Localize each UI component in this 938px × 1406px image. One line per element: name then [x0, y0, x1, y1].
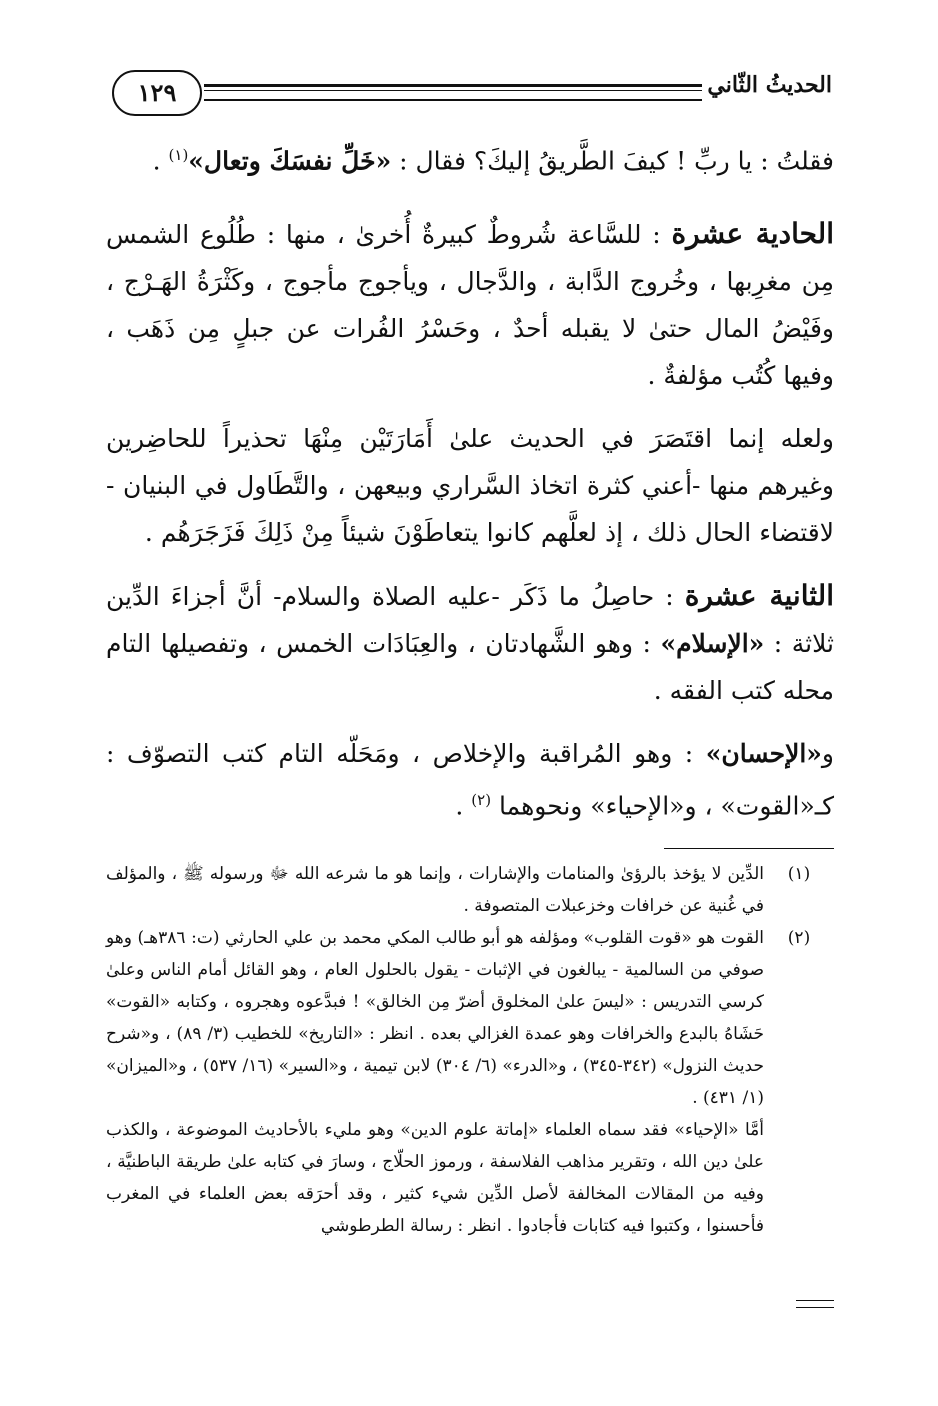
header-rule — [204, 84, 702, 101]
footnote-body: الدِّين لا يؤخذ بالرؤىٰ والمنامات والإشارات ، وإنما هو ما شرعه الله ﷻ ورسوله ﷺ ، والمؤلف في غُنية عن خرافات وخزعبلات المتصوفة . — [106, 864, 764, 916]
section-keyword: الحادية عشرة — [671, 217, 834, 251]
footnote-body: القوت هو «قوت القلوب» ومؤلفه هو أبو طالب المكي محمد بن علي الحارثي (ت: ٣٨٦هـ) وهو صوفي من السالمية - يبالغون في الإثبات - يقول بالحلول العام ، وهو القائل أمام الناس وعلىٰ كرسي التدريس : «ليسَ علىٰ المخلوق أضرّ مِن الخالق» ! فبدَّعوه وهجروه ، وكتابه «القوت» حَشَاهُ بالبدع والخرافات وهو عمدة الغزالي بعده . انظر : «التاريخ» للخطيب (٣/ ٨٩) ، و«شرح حديث النزول» (٣٤٢-٣٤٥) ، و«الدرء» (٦/ ٣٠٤) لابن تيمية ، و«السير» (١٦/ ٥٣٧) ، و«الميزان» (١/ ٤٣١) . أمَّا «الإحياء» فقد سماه العلماء «إماتة علوم الدين» وهو مليء بالأحاديث الموضوعة ، والكذب علىٰ دين الله ، وتقرير مذاهب الفلاسفة ، ورموز الحلّاج ، وسارَ في كتابه علىٰ طريقة الباطنيَّة ، وفيه من المقالات المخالفة لأصل الدِّين شيء كثير ، وقد أحرَقه بعض العلماء في المغرب فأحسنوا ، وكتبوا فيه كتابات فأجادوا . انظر : رسالة الطرطوشي — [106, 928, 764, 1236]
continuation-mark — [796, 1300, 834, 1308]
section-keyword: الثانية عشرة — [684, 579, 834, 613]
paragraph-2: الحادية عشرة : للسَّاعة شُروطٌ كبيرةٌ أُخرىٰ ، منها : طُلُوع الشمس مِن مغرِبها ، وخُروج الدَّابة ، والدَّجال ، ويأجوج مأجوج ، وكَثْرَةُ الهَـرْج ، وفَيْضُ المال حتىٰ لا يقبله أحدٌ ، وحَسْرُ الفُرات عن جبلٍ مِن ذَهَب ، وفيها كُتُب مؤلفةٌ . — [106, 217, 834, 391]
footnote-number: (١) — [787, 864, 811, 884]
footnote-number: (٢) — [787, 928, 811, 948]
footnote-2 — [106, 922, 834, 1242]
page-number: ١٢٩ — [112, 70, 202, 116]
page-header — [112, 68, 832, 120]
quote: «الإسلام» — [660, 629, 765, 659]
footnote-divider — [664, 848, 834, 849]
footnote-ref: (١) — [168, 146, 189, 164]
running-title: الحديثُ الثّاني — [707, 72, 832, 98]
quote: «خَلِّ نفسَكَ وتعال» — [188, 146, 392, 176]
main-text — [106, 132, 834, 846]
footnote-ref: (٢) — [471, 791, 492, 810]
footnotes — [106, 858, 834, 1242]
quote: «الإحسان» — [705, 739, 822, 769]
footnote-1 — [106, 858, 834, 922]
paragraph-4: الثانية عشرة : حاصِلُ ما ذَكَر -عليه الصلاة والسلام- أنَّ أجزاءَ الدِّين ثلاثة : «الإسلام» : وهو الشَّهادتان ، والعِبَادَات الخمس ، وتفصيلها التام محله كتب الفقه . — [106, 579, 834, 706]
paragraph-3: ولعله إنما اقتَصَرَ في الحديث علىٰ أَمَارَتَيْن مِنْهَا تحذيراً للحاضِرين وغيرهم منها -أعني كثرة اتخاذ السَّراري وبيعهن ، والتَّطَاول في البنيان - لاقتضاء الحال ذلك ، إذ لعلَّهم كانوا يتعاطَوْنَ شيئاً مِنْ ذَلِكَ فَزَجَرَهُم . — [106, 424, 834, 548]
paragraph-5: و«الإحسان» : وهو المُراقبة والإخلاص ، ومَحَلّه التام كتب التصوّف : كـ«القوت» ، و«الإحياء» ونحوهما $^{(٢)}$ . — [106, 739, 834, 821]
paragraph-1: فقلتُ : يا ربِّ ! كيفَ الطَّريقُ إليكَ؟ فقال : «خَلِّ نفسَكَ وتعال»$^{(١)}$ . — [152, 146, 834, 176]
